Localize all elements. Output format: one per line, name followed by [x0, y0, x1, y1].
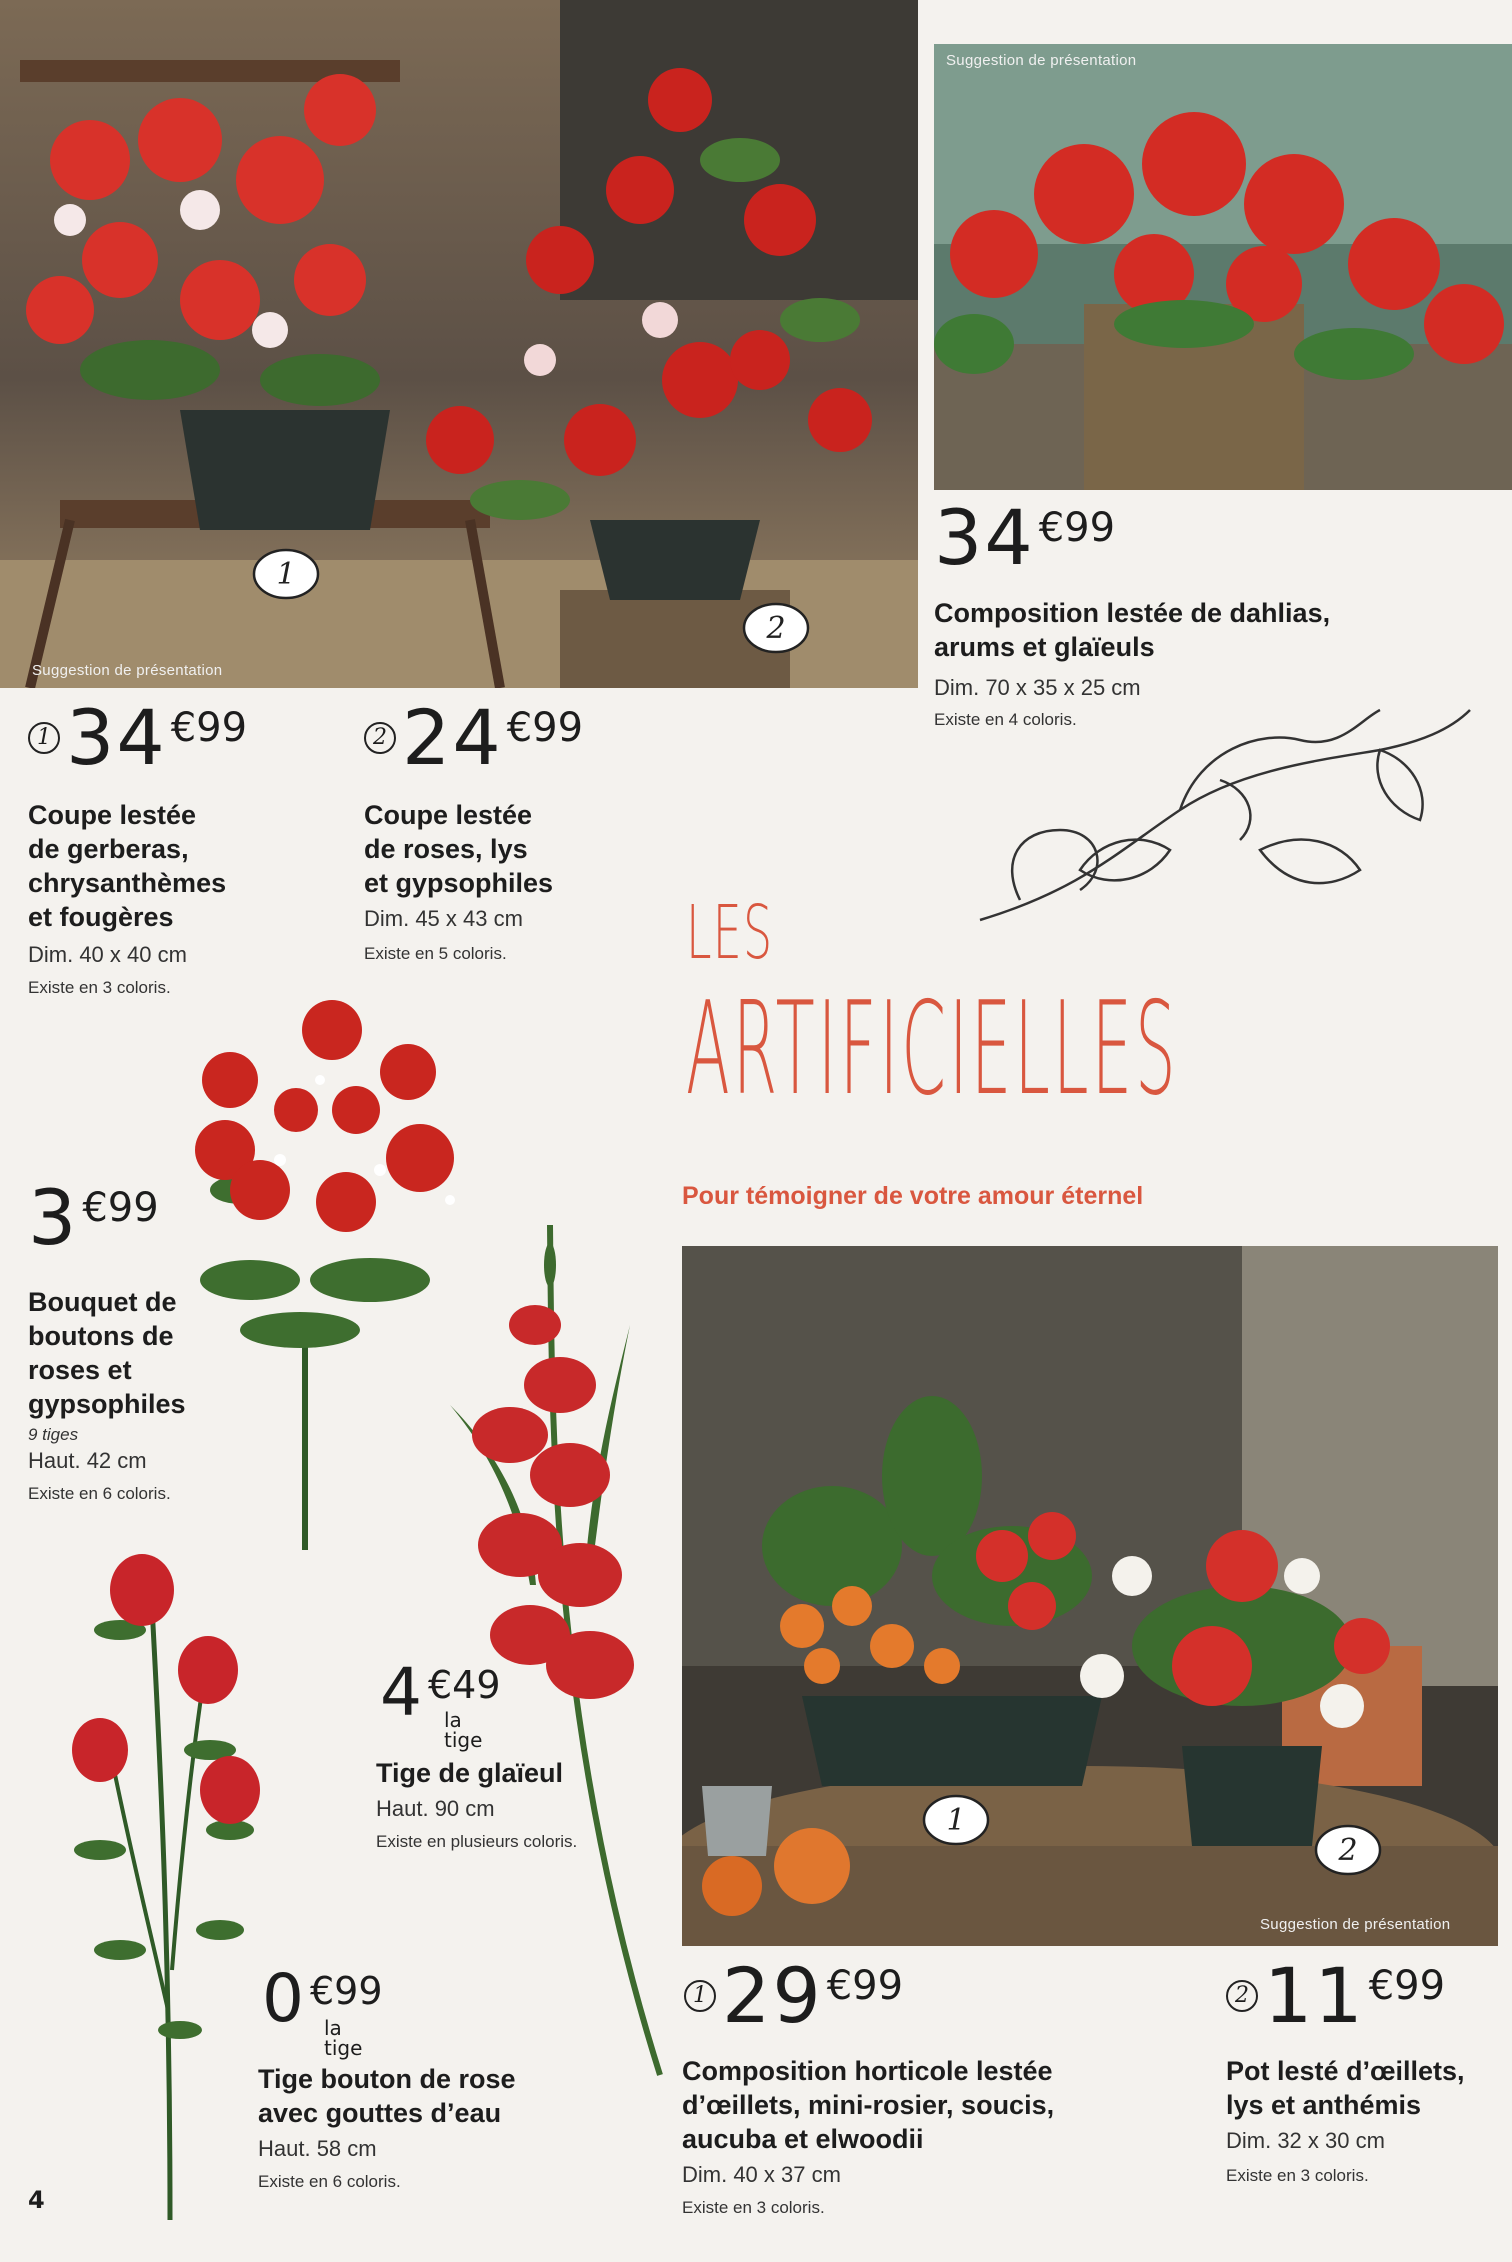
product-name-horticole: Composition horticole lestée d’œillets, mini-rosier, soucis, aucuba et elwoodii: [682, 2056, 1055, 2154]
badge-label: 1: [276, 557, 296, 592]
product-avail-gerberas: Existe en 3 coloris.: [28, 978, 171, 997]
price-gerberas: 1 34 €99: [28, 700, 247, 776]
photo-badge-2: [740, 600, 812, 656]
product-dim-horticole: Dim. 40 x 37 cm: [682, 2162, 841, 2187]
product-badge: 1: [684, 1980, 716, 2012]
product-name-rose-tige: Tige bouton de rose avec gouttes d’eau: [258, 2064, 516, 2128]
product-dim-gerberas: Dim. 40 x 40 cm: [28, 942, 187, 967]
product-name-roses-lys: Coupe lestée de roses, lys et gypsophiles: [364, 800, 554, 898]
product-dim-rose-tige: Haut. 58 cm: [258, 2136, 377, 2161]
price-oeillets: 2 11 €99: [1226, 1958, 1445, 2034]
price-horticole: 1 29 €99: [684, 1958, 903, 2034]
product-qty-bouquet: 9 tiges: [28, 1425, 79, 1444]
product-name-oeillets: Pot lesté d’œillets, lys et anthémis: [1226, 2056, 1465, 2120]
photo-caption: Suggestion de présentation: [32, 662, 223, 679]
photo-composition-dahlias: [934, 44, 1512, 490]
rose-stem-image: [60, 1550, 280, 2230]
photo-badge-2: [1312, 1822, 1384, 1878]
product-avail-dahlias: Existe en 4 coloris.: [934, 710, 1077, 729]
product-avail-glaieul: Existe en plusieurs coloris.: [376, 1832, 578, 1851]
product-dim-roses-lys: Dim. 45 x 43 cm: [364, 906, 523, 931]
heading-artificielles: ARTIFICIELLES: [686, 975, 1179, 1124]
product-dim-oeillets: Dim. 32 x 30 cm: [1226, 2128, 1385, 2153]
price-dahlias: 34 €99: [934, 493, 1116, 582]
price-glaieul: 4 €49 la tige: [380, 1654, 501, 1752]
badge-label: 1: [946, 1803, 966, 1838]
product-dim-bouquet: Haut. 42 cm: [28, 1448, 147, 1473]
product-avail-rose-tige: Existe en 6 coloris.: [258, 2172, 401, 2191]
page-number: 4: [28, 2186, 45, 2214]
product-name-bouquet: Bouquet de boutons de roses et gypsophiles: [28, 1287, 186, 1419]
product-name-dahlias: Composition lestée de dahlias, arums et glaïeuls: [934, 598, 1331, 662]
product-badge: 1: [28, 722, 60, 754]
photo-caption: Suggestion de présentation: [1260, 1916, 1451, 1933]
price-roses-lys: 2 24 €99: [364, 700, 583, 776]
product-badge: 2: [1226, 1980, 1258, 2012]
heading-les: LES: [686, 890, 774, 976]
badge-label: 2: [766, 611, 786, 646]
photo-badge-1: [250, 546, 322, 602]
product-avail-roses-lys: Existe en 5 coloris.: [364, 944, 507, 963]
photo-caption: Suggestion de présentation: [946, 52, 1137, 69]
product-name-glaieul: Tige de glaïeul: [376, 1758, 564, 1788]
photo-badge-1: [920, 1792, 992, 1848]
price-bouquet: 3 €99: [28, 1173, 159, 1262]
product-avail-bouquet: Existe en 6 coloris.: [28, 1484, 171, 1503]
product-avail-horticole: Existe en 3 coloris.: [682, 2198, 825, 2217]
glaieul-stem-image: [440, 1225, 670, 2085]
heading-tagline: Pour témoigner de votre amour éternel: [682, 1182, 1144, 1210]
price-rose-tige: 0 €99 la tige: [262, 1960, 383, 2060]
photo-coupes-gerberas-roses: [0, 0, 918, 688]
product-name-gerberas: Coupe lestée de gerberas, chrysanthèmes et fougères: [28, 800, 227, 932]
product-badge: 2: [364, 722, 396, 754]
floral-ornament: [960, 690, 1480, 950]
product-dim-glaieul: Haut. 90 cm: [376, 1796, 495, 1821]
product-dim-dahlias: Dim. 70 x 35 x 25 cm: [934, 675, 1141, 700]
product-avail-oeillets: Existe en 3 coloris.: [1226, 2166, 1369, 2185]
badge-label: 2: [1338, 1833, 1358, 1868]
